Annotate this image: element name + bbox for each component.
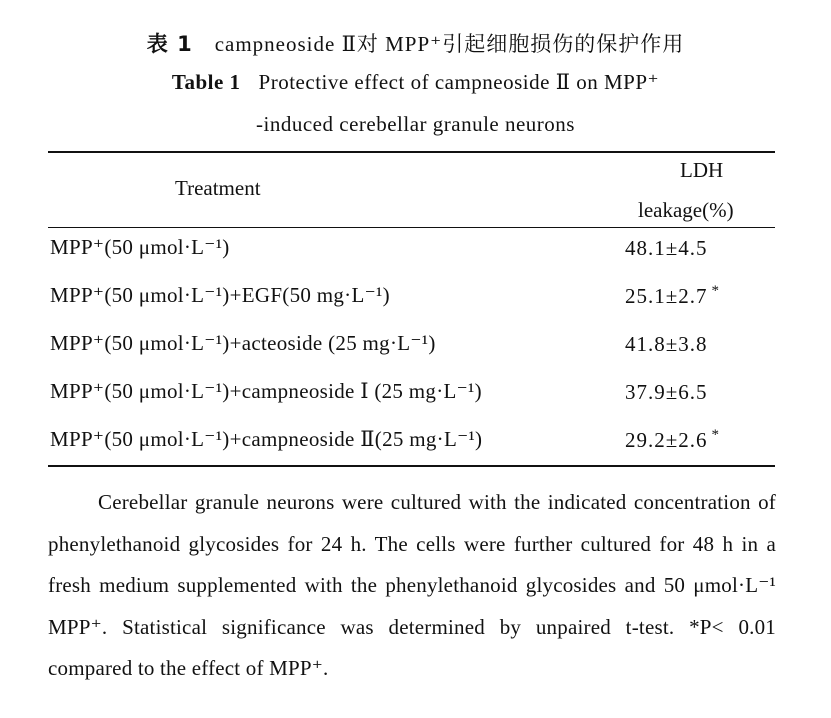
- table-bottom-rule: [48, 465, 775, 467]
- caption-chinese-label: 表 1: [146, 32, 193, 56]
- row-treatment: MPP⁺(50 μmol·L⁻¹)+campneoside Ⅰ (25 mg·L⁻¹): [50, 379, 482, 403]
- table-row: [50, 235, 775, 275]
- row-significance-mark: *: [711, 283, 721, 299]
- caption-chinese-text: campneoside Ⅱ对 MPP⁺引起细胞损伤的保护作用: [214, 32, 685, 56]
- row-ldh-number: 29.2±2.6: [625, 428, 708, 452]
- row-ldh-number: 25.1±2.7: [625, 284, 708, 308]
- table-footnote: Cerebellar granule neurons were cultured with the indicated concentration of phenylethanoid glycosides for 24 h. The cells were further cultured for 48 h in a fresh medium supplemented with the phenylethanoid glycosides and 50 μmol·L⁻¹ MPP⁺. Statistical significance was determined by unpaired t-test. *P< 0.01 compared to the effect of MPP⁺.: [48, 490, 776, 680]
- row-treatment: MPP⁺(50 μmol·L⁻¹)+campneoside Ⅱ(25 mg·L⁻¹): [50, 427, 483, 451]
- caption-chinese: [0, 28, 831, 58]
- table-row: [50, 283, 775, 323]
- row-ldh-value: [625, 379, 712, 405]
- row-significance-mark: *: [711, 427, 721, 443]
- caption-english-label: Table 1: [171, 70, 241, 94]
- row-treatment: MPP⁺(50 μmol·L⁻¹): [50, 235, 230, 259]
- header-treatment: Treatment: [175, 176, 261, 200]
- caption-english: [0, 70, 831, 95]
- table-header-rule: [48, 227, 775, 228]
- table-row: [50, 379, 775, 419]
- row-ldh-value: [625, 235, 712, 261]
- row-ldh-number: 48.1±4.5: [625, 236, 708, 260]
- row-treatment: MPP⁺(50 μmol·L⁻¹)+acteoside (25 mg·L⁻¹): [50, 331, 436, 355]
- header-ldh-line1: LDH: [680, 158, 724, 182]
- table-row: [50, 331, 775, 371]
- row-ldh-value: [625, 331, 712, 357]
- row-treatment: MPP⁺(50 μmol·L⁻¹)+EGF(50 mg·L⁻¹): [50, 283, 390, 307]
- row-ldh-number: 41.8±3.8: [625, 332, 708, 356]
- row-ldh-value: [625, 427, 720, 453]
- row-ldh-value: [625, 283, 720, 309]
- table-top-rule: [48, 151, 775, 153]
- caption-english-line1: Protective effect of campneoside Ⅱ on MPP⁺: [258, 70, 660, 94]
- caption-english-line2: -induced cerebellar granule neurons: [256, 112, 575, 136]
- table-row: [50, 427, 775, 467]
- header-ldh-line2: leakage(%): [638, 198, 734, 222]
- row-ldh-number: 37.9±6.5: [625, 380, 708, 404]
